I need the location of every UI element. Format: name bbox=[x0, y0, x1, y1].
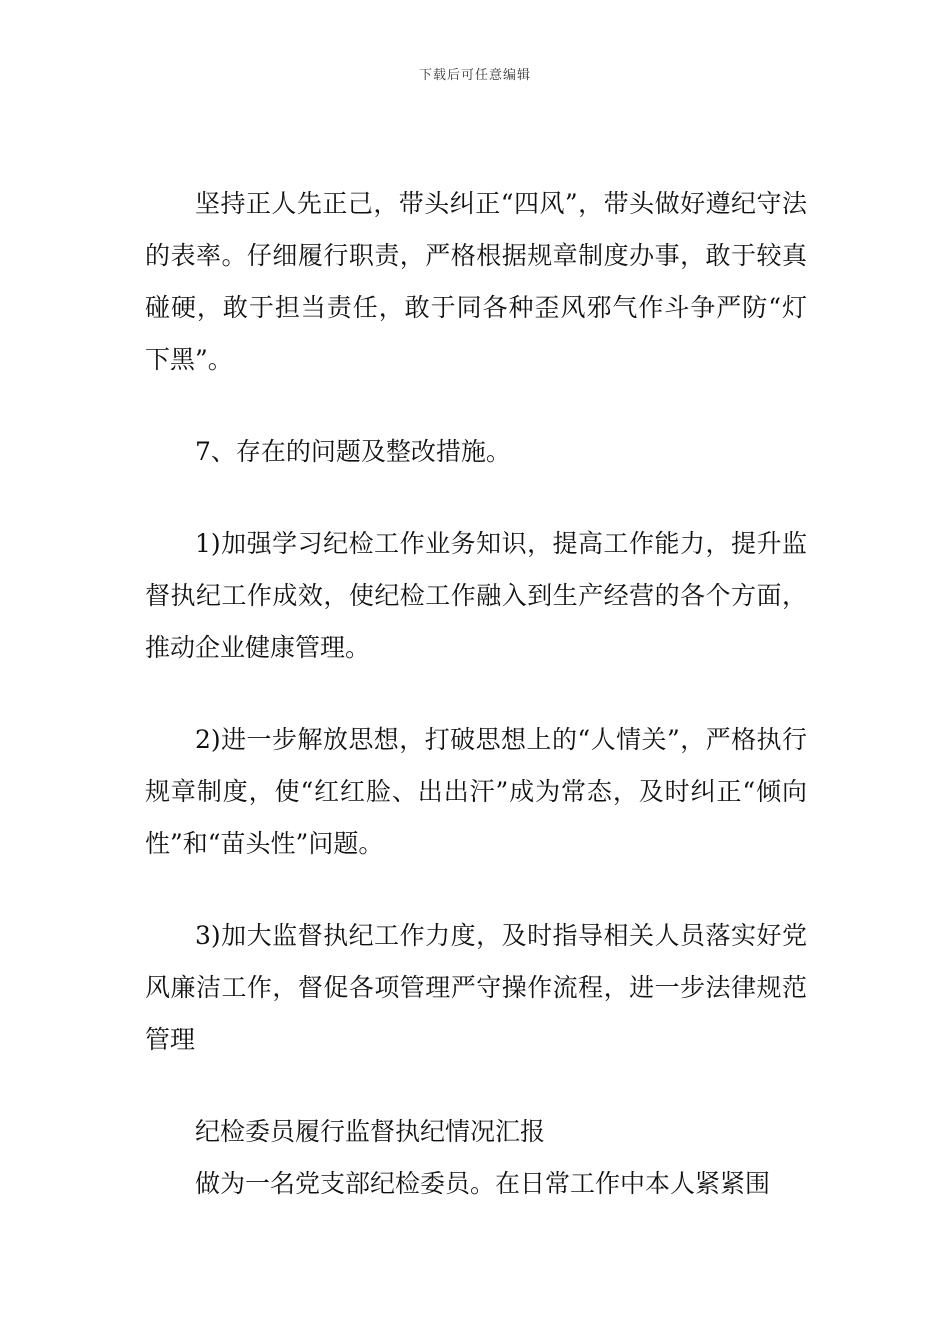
page-header: 下载后可任意编辑 bbox=[418, 68, 531, 83]
section-title: 纪检委员履行监督执纪情况汇报 bbox=[195, 1117, 546, 1146]
paragraph-measure-3: 3)加大监督执纪工作力度，及时指导相关人员落实好党风廉洁工作，督促各项管理严守操作流程，进一步法律规范管理 bbox=[145, 921, 807, 1054]
paragraph-measure-1: 1)加强学习纪检工作业务知识，提高工作能力，提升监督执纪工作成效，使纪检工作融入到生产经营的各个方面，推动企业健康管理。 bbox=[145, 529, 807, 662]
paragraph-report-start: 做为一名党支部纪检委员。在日常工作中本人紧紧围 bbox=[195, 1169, 771, 1198]
paragraph-problems-heading: 7、存在的问题及整改措施。 bbox=[195, 437, 511, 466]
paragraph-discipline: 坚持正人先正己，带头纠正“四风”，带头做好遵纪守法的表率。仔细履行职责，严格根据规章制度办事，敢于较真碰硬，敢于担当责任，敢于同各种歪风邪气作斗争严防“灯下黑”。 bbox=[145, 189, 807, 374]
paragraph-measure-2: 2)进一步解放思想，打破思想上的“人情关”，严格执行规章制度，使“红红脸、出出汗”成为常态，及时纠正“倾向性”和“苗头性”问题。 bbox=[145, 725, 807, 858]
document-body bbox=[145, 178, 807, 1210]
